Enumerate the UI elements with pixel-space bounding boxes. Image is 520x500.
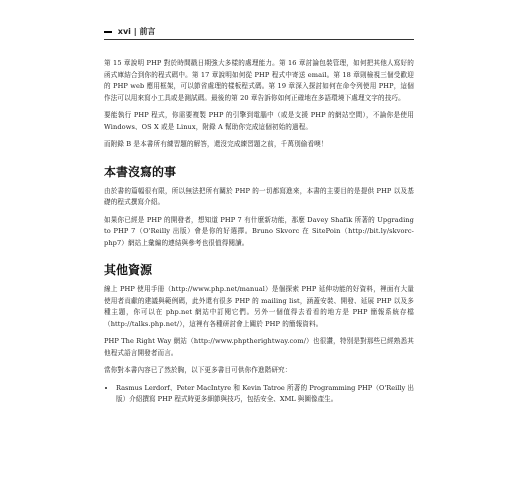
section-heading-not-covered: 本書沒寫的事 xyxy=(104,164,177,179)
main-content xyxy=(104,58,414,406)
running-header xyxy=(104,26,414,40)
resources-list xyxy=(104,383,414,406)
intro-paragraph-1: 第 15 章說明 PHP 對於時間戳日期強大多樣的處理能力。第 16 章討論包裝管理，如何把其他人寫好的函式庫結合到你的程式碼中。第 17 章說明如何從 PHP 程式中寄送 email。第 18 章則檢視三個受歡迎的 PHP web 應用框架，可以節省處理的樣板程式碼。第 19 章深入探討如何在命令列使用 PHP，這個作法可以用來寫小工具或是測試碼。最後的第 20 章告訴你如何正確地在多語環境下處理文字的技巧。 xyxy=(104,59,414,102)
resources-paragraph-2: PHP The Right Way 網站（http://www.phptherightway.com/）也很讚，特別是對那些已經熟悉其他程式語言開發者而言。 xyxy=(104,337,414,357)
not-covered-paragraph-2: 如果你已經是 PHP 的開發者，想知道 PHP 7 有什麼新功能，那麼 Davey Shafik 所著的 Upgrading to PHP 7（O'Reilly 出版）會是你的好選擇。Bruno Skvorc 在 SitePoin（http://bit.ly/skvorc-php7）網站上彙編的連結與參考也很值得閱讀。 xyxy=(104,215,414,247)
section-heading-other-resources: 其他資源 xyxy=(104,263,153,277)
resources-paragraph-1: 線上 PHP 使用手冊（http://www.php.net/manual）是個探索 PHP 延伸功能的好資料，裡面有大量使用者貢獻的建議與範例碼，此外還有很多 PHP 的 mailing list，涵蓋安裝、開發、延展 PHP 以及多種主題，你可以在 php.net 網站中訂閱它們。另外一個值得去看看的地方是 PHP 簡報系統存檔（http://talks.php.net/），這裡有各種研討會上關於 PHP 的簡報資料。 xyxy=(104,285,414,328)
resources-paragraph-3: 當你對本書內容已了然於胸，以下更多書目可供你作進階研究： xyxy=(104,366,292,374)
page-number: xvi xyxy=(117,27,131,36)
header-marker-icon xyxy=(104,31,112,33)
list-item: • Rasmus Lerdorf、Peter MacIntyre 和 Kevin Tatroe 所著的 Programming PHP（O'Reilly 出版）介紹撰寫 PHP 程式時更多細節與技巧，包括安全、XML 與圖像產生。 xyxy=(116,383,414,406)
header-separator: | xyxy=(133,27,137,36)
intro-paragraph-2: 要能執行 PHP 程式，你需要複製 PHP 的引擎到電腦中（或是支援 PHP 的網站空間），不論你是使用 Windows、OS X 或是 Linux，附錄 A 幫助你完成這個初始的過程。 xyxy=(104,111,414,131)
not-covered-paragraph-1: 由於書的篇幅很有限，所以無法把所有關於 PHP 的一切都寫進來，本書的主要目的是提供 PHP 以及基礎的程式撰寫介紹。 xyxy=(104,186,414,206)
header-section: 前言 xyxy=(139,27,156,36)
intro-paragraph-3: 而附錄 B 是本書所有練習題的解答，還沒完成練習題之前，千萬別偷看噢！ xyxy=(104,140,328,148)
